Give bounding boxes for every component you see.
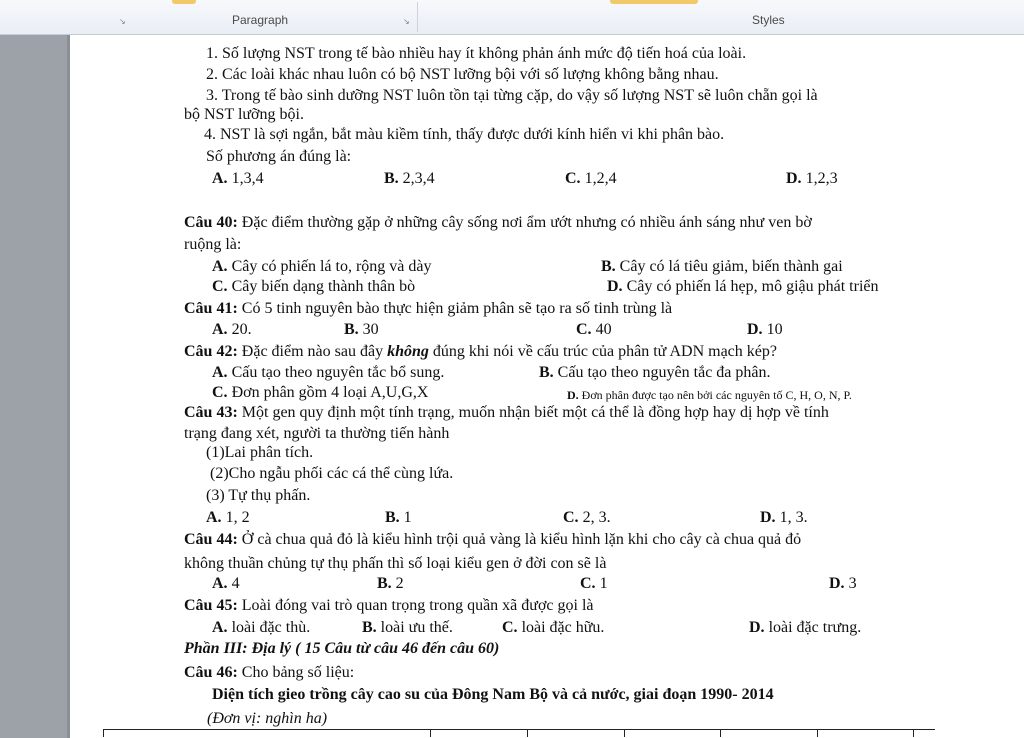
q44-option-b: B. 2 xyxy=(377,575,404,592)
q40-option-a: A. Cây có phiến lá to, rộng và dày xyxy=(212,258,432,275)
q41-option-d: D. 10 xyxy=(747,321,783,338)
table-column-rule xyxy=(913,729,914,737)
ribbon-separator xyxy=(417,2,418,32)
table-column-rule xyxy=(817,729,818,737)
q45-option-c: C. loài đặc hữu. xyxy=(502,619,605,636)
q39-option-d: D. 1,2,3 xyxy=(786,170,838,187)
q43-item-3: (3) Tự thụ phấn. xyxy=(206,487,311,504)
q43-option-d: D. 1, 3. xyxy=(760,509,808,526)
q43-option-a: A. 1, 2 xyxy=(206,509,250,526)
q43-option-c: C. 2, 3. xyxy=(563,509,611,526)
table-column-rule xyxy=(527,729,528,737)
q44-option-a: A. 4 xyxy=(212,575,240,592)
statement-4: 4. NST là sợi ngắn, bắt màu kiềm tính, thấy được dưới kính hiển vi khi phân bào. xyxy=(204,126,725,143)
q42-option-c: C. Đơn phân gồm 4 loại A,U,G,X xyxy=(212,384,429,401)
q46-stem: Câu 46: Cho bảng số liệu: xyxy=(184,664,355,681)
q43-stem: Câu 43: Một gen quy định một tính trạng, muốn nhận biết một cá thể là đồng hợp hay dị hợp về tính xyxy=(184,404,829,421)
q42-option-b: B. Cấu tạo theo nguyên tắc đa phân. xyxy=(539,364,771,381)
ribbon xyxy=(0,0,1024,35)
q43-option-b: B. 1 xyxy=(385,509,412,526)
q42-option-d: D. Đơn phân được tạo nên bởi các nguyên tố C, H, O, N, P. xyxy=(567,388,852,402)
q44-option-c: C. 1 xyxy=(580,575,608,592)
q43-item-2: (2)Cho ngẫu phối các cá thể cùng lứa. xyxy=(210,465,454,482)
table-title: Diện tích gieo trồng cây cao su của Đông Nam Bộ và cả nước, giai đoạn 1990- 2014 xyxy=(212,686,774,703)
table-column-rule xyxy=(720,729,721,737)
q42-stem: Câu 42: Đặc điểm nào sau đây không đúng khi nói về cấu trúc của phân tử ADN mạch kép? xyxy=(184,343,777,360)
ribbon-style-stub[interactable] xyxy=(610,0,698,4)
q45-option-a: A. loài đặc thù. xyxy=(212,619,311,636)
paragraph-launcher-icon[interactable]: ↘ xyxy=(403,17,410,26)
statement-3: 3. Trong tế bào sinh dưỡng NST luôn tồn tại từng cặp, do vậy số lượng NST sẽ luôn chẵn gọi là xyxy=(206,87,818,104)
q40-option-b: B. Cây có lá tiêu giảm, biến thành gai xyxy=(601,258,843,275)
section-heading: Phần III: Địa lý ( 15 Câu từ câu 46 đến câu 60) xyxy=(184,640,500,657)
ribbon-button-stub[interactable] xyxy=(172,0,196,4)
table-top-border xyxy=(103,729,935,730)
q41-stem: Câu 41: Có 5 tinh nguyên bào thực hiện giảm phân sẽ tạo ra số tinh trùng là xyxy=(184,300,673,317)
q40-stem-cont: ruộng là: xyxy=(184,236,242,253)
paragraph-group-label: Paragraph xyxy=(232,13,289,27)
q39-option-b: B. 2,3,4 xyxy=(384,170,435,187)
q45-option-b: B. loài ưu thế. xyxy=(362,619,453,636)
statement-1: 1. Số lượng NST trong tế bào nhiều hay ít không phản ánh mức độ tiến hoá của loài. xyxy=(206,45,747,62)
document-gutter xyxy=(0,35,70,738)
q41-option-a: A. 20. xyxy=(212,321,252,338)
q39-prompt: Số phương án đúng là: xyxy=(206,148,352,165)
q41-option-c: C. 40 xyxy=(576,321,612,338)
q43-item-1: (1)Lai phân tích. xyxy=(206,444,314,461)
q40-option-c: C. Cây biến dạng thành thân bò xyxy=(212,278,416,295)
q44-stem: Câu 44: Ở cà chua quả đỏ là kiểu hình trội quả vàng là kiểu hình lặn khi cho cây cà chua quả đỏ xyxy=(184,531,802,548)
q40-option-d: D. Cây có phiến lá hẹp, mô giậu phát triển xyxy=(607,278,879,295)
table-column-rule xyxy=(430,729,431,737)
q42-option-a: A. Cấu tạo theo nguyên tắc bổ sung. xyxy=(212,364,445,381)
q39-option-a: A. 1,3,4 xyxy=(212,170,264,187)
q45-option-d: D. loài đặc trưng. xyxy=(749,619,862,636)
table-column-rule xyxy=(103,729,104,737)
q44-stem-cont: không thuần chủng tự thụ phấn thì số loại kiểu gen ở đời con sẽ là xyxy=(184,555,607,572)
dialog-launcher-icon[interactable]: ↘ xyxy=(119,17,126,26)
q45-stem: Câu 45: Loài đóng vai trò quan trọng trong quần xã được gọi là xyxy=(184,597,594,614)
table-column-rule xyxy=(624,729,625,737)
table-unit: (Đơn vị: nghìn ha) xyxy=(207,710,328,727)
q44-option-d: D. 3 xyxy=(829,575,857,592)
q41-option-b: B. 30 xyxy=(344,321,379,338)
q40-stem: Câu 40: Đặc điểm thường gặp ở những cây sống nơi ẩm ướt nhưng có nhiều ánh sáng như ven bờ xyxy=(184,214,812,231)
q43-stem-cont: trạng đang xét, người ta thường tiến hành xyxy=(184,425,450,442)
q39-option-c: C. 1,2,4 xyxy=(565,170,617,187)
styles-group-label: Styles xyxy=(752,13,785,27)
statement-3-cont: bộ NST lưỡng bội. xyxy=(184,106,304,123)
statement-2: 2. Các loài khác nhau luôn có bộ NST lưỡng bội với số lượng không bằng nhau. xyxy=(206,66,719,83)
